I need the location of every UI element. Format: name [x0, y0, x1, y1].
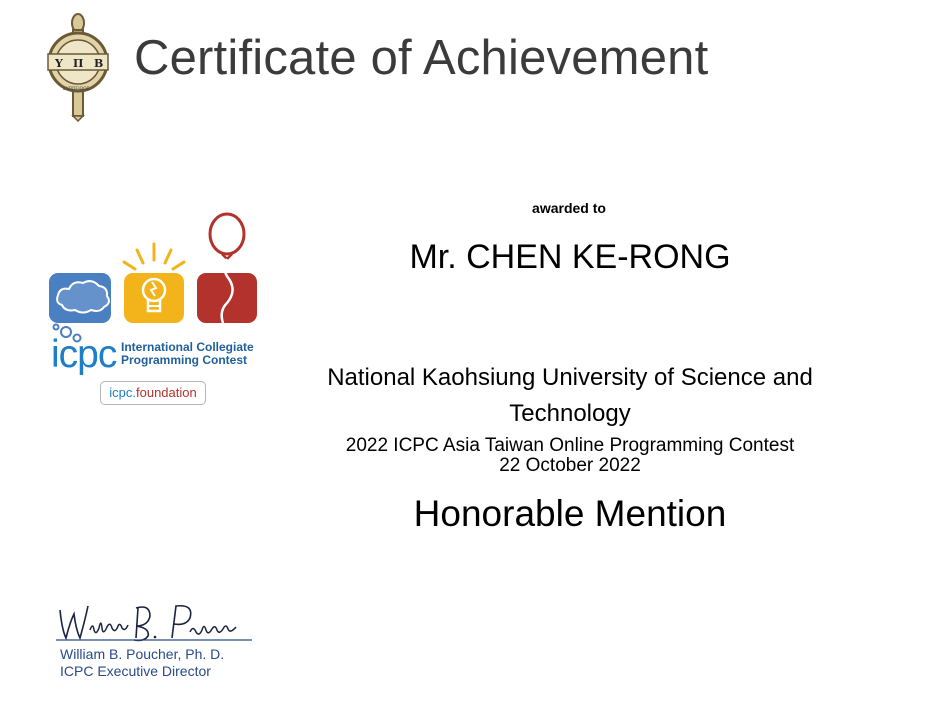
award-title: Honorable Mention — [413, 493, 727, 534]
upe-seal — [44, 10, 112, 122]
icpc-wordmark: icpc — [51, 333, 117, 376]
institution-name: National Kaohsiung University of Science and Technology — [327, 364, 813, 427]
signatory-role: ICPC Executive Director — [60, 663, 211, 679]
seal-letter: Β — [94, 57, 104, 70]
seal-letter: Υ — [55, 57, 63, 70]
certificate-title: Certificate of Achievement — [134, 31, 709, 85]
seal-ring-text: ΕΥΠΠΕΙΘΟΣ — [63, 87, 90, 92]
contest-name: 2022 ICPC Asia Taiwan Online Programming Contest — [345, 435, 795, 456]
foundation-suffix: foundation — [136, 385, 197, 400]
contest-date: 22 October 2022 — [499, 455, 641, 476]
icpc-tagline-line1: International Collegiate — [121, 340, 254, 354]
awarded-to-label: awarded to — [532, 200, 606, 216]
logo-red-square — [197, 273, 257, 323]
icpc-foundation-badge — [100, 381, 206, 405]
icpc-tagline-line2: Programming Contest — [121, 353, 248, 367]
recipient-name: Mr. CHEN KE-RONG — [409, 238, 731, 276]
seal-letter: Π — [73, 57, 84, 70]
signatory-name: William B. Poucher, Ph. D. — [60, 646, 225, 662]
lightbulb-icon — [143, 279, 165, 301]
foundation-prefix: icpc. — [109, 385, 136, 400]
balloon-icon — [210, 214, 244, 254]
signature-image — [52, 600, 257, 644]
